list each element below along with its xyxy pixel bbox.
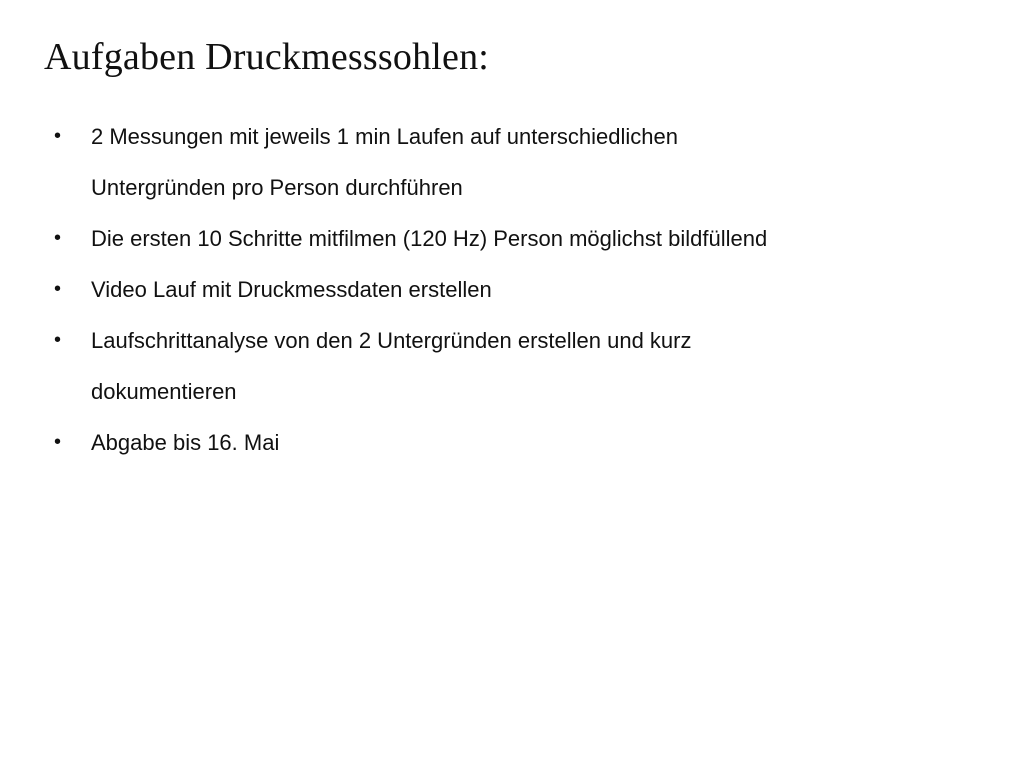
bullet-dot-icon: • [54, 278, 62, 300]
bullet-item-3 [0, 264, 1024, 315]
bullet-item-5 [0, 417, 1024, 468]
bullet-list [0, 111, 1024, 468]
bullet-text [91, 213, 891, 264]
bullet-text [91, 264, 891, 315]
bullet-item-1 [0, 111, 1024, 213]
bullet-text [91, 315, 891, 417]
bullet-line: dokumentieren [91, 379, 237, 404]
bullet-line: Video Lauf mit Druckmessdaten erstellen [91, 277, 492, 302]
slide-title: Aufgaben Druckmesssohlen: [44, 36, 490, 78]
bullet-dot-icon: • [54, 227, 62, 249]
bullet-item-2 [0, 213, 1024, 264]
bullet-dot-icon: • [54, 431, 62, 453]
bullet-item-4 [0, 315, 1024, 417]
bullet-line: Laufschrittanalyse von den 2 Untergründen erstellen und kurz [91, 328, 692, 353]
bullet-line: 2 Messungen mit jeweils 1 min Laufen auf unterschiedlichen [91, 124, 678, 149]
bullet-text [91, 111, 891, 213]
bullet-line: Abgabe bis 16. Mai [91, 430, 280, 455]
bullet-dot-icon: • [54, 125, 62, 147]
bullet-dot-icon: • [54, 329, 62, 351]
bullet-text [91, 417, 891, 468]
bullet-line: Die ersten 10 Schritte mitfilmen (120 Hz) Person möglichst bildfüllend [91, 226, 768, 251]
bullet-line: Untergründen pro Person durchführen [91, 175, 463, 200]
